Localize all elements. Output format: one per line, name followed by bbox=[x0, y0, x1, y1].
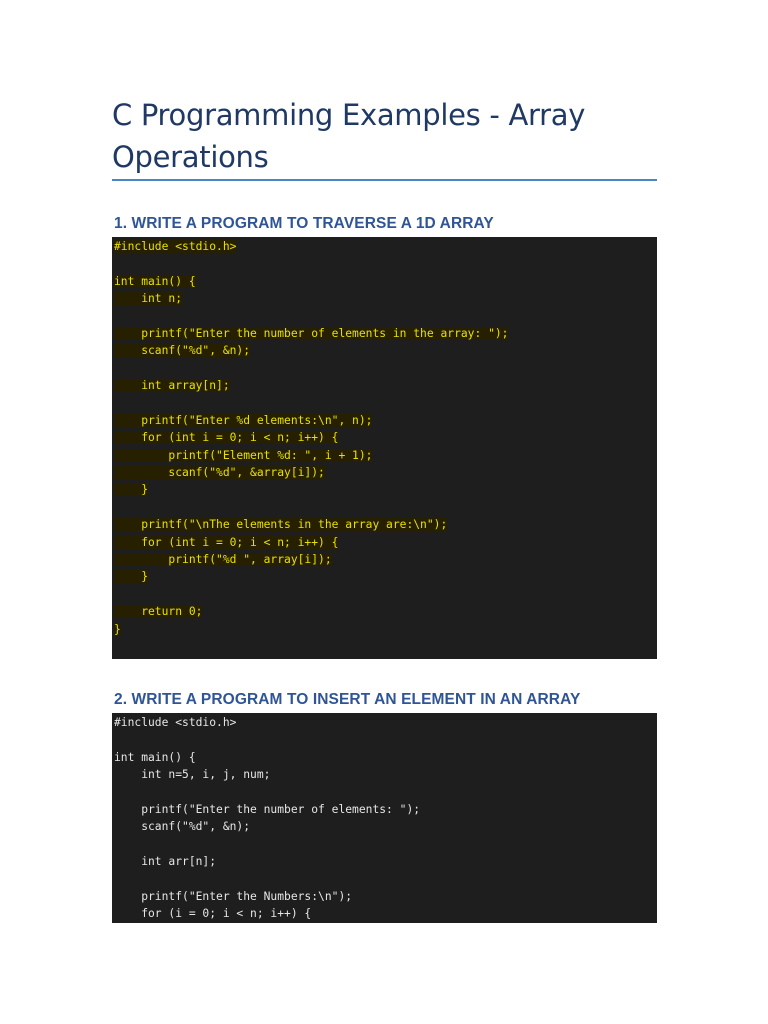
code-line-text: #include <stdio.h> bbox=[114, 240, 237, 253]
code-line-text: for (i = 0; i < n; i++) { bbox=[114, 907, 312, 921]
code-lines bbox=[112, 714, 657, 923]
code-line-text: int n=5, i, j, num; bbox=[114, 768, 271, 782]
code-line bbox=[112, 621, 657, 638]
code-line-text: } bbox=[114, 483, 149, 497]
code-line bbox=[112, 749, 657, 766]
code-line bbox=[112, 714, 657, 731]
code-line bbox=[112, 568, 657, 585]
code-line bbox=[112, 551, 657, 568]
code-line-text: int main() { bbox=[114, 750, 196, 764]
code-line-text: printf("Enter the Numbers:\n"); bbox=[114, 889, 353, 903]
code-line-text: printf("Element %d: ", i + 1); bbox=[114, 448, 373, 462]
title-underline bbox=[112, 179, 657, 181]
code-line bbox=[112, 888, 657, 905]
code-line bbox=[112, 429, 657, 446]
code-line bbox=[112, 534, 657, 551]
code-line bbox=[112, 255, 657, 272]
section-1-code-block bbox=[112, 237, 657, 659]
code-line-text: for (int i = 0; i < n; i++) { bbox=[114, 535, 339, 549]
document-title: C Programming Examples - Array Operations bbox=[112, 98, 586, 174]
code-line-text: } bbox=[114, 622, 121, 636]
code-line-text: printf("Enter %d elements:\n", n); bbox=[114, 413, 373, 427]
code-line bbox=[112, 395, 657, 412]
code-line bbox=[112, 801, 657, 818]
section-2-heading: 2. WRITE A PROGRAM TO INSERT AN ELEMENT IN AN ARRAY bbox=[114, 691, 581, 708]
code-line bbox=[112, 325, 657, 342]
code-line-text: printf("Enter the number of elements in the array: "); bbox=[114, 326, 509, 340]
code-line-text: printf("\nThe elements in the array are:\n"); bbox=[114, 518, 448, 532]
code-line bbox=[112, 360, 657, 377]
code-line bbox=[112, 238, 657, 255]
code-line bbox=[112, 766, 657, 783]
code-line-text: #include <stdio.h> bbox=[114, 716, 237, 729]
code-line bbox=[112, 603, 657, 620]
section-1-heading: 1. WRITE A PROGRAM TO TRAVERSE A 1D ARRAY bbox=[114, 215, 494, 232]
code-line-text: } bbox=[114, 570, 149, 584]
code-line bbox=[112, 342, 657, 359]
code-line bbox=[112, 290, 657, 307]
code-line-text: printf("Enter the number of elements: "); bbox=[114, 802, 421, 816]
code-line bbox=[112, 481, 657, 498]
code-line-text: scanf("%d", &array[i]); bbox=[114, 466, 325, 480]
code-line bbox=[112, 308, 657, 325]
code-line-text: return 0; bbox=[114, 605, 203, 619]
code-line bbox=[112, 836, 657, 853]
code-line bbox=[112, 377, 657, 394]
code-line bbox=[112, 853, 657, 870]
code-line-text: int main() { bbox=[114, 274, 196, 288]
code-line bbox=[112, 818, 657, 835]
code-line bbox=[112, 273, 657, 290]
code-line-text: printf("%d ", array[i]); bbox=[114, 553, 332, 567]
code-line bbox=[112, 784, 657, 801]
code-line bbox=[112, 499, 657, 516]
code-line-text: int arr[n]; bbox=[114, 855, 217, 869]
code-line bbox=[112, 871, 657, 888]
code-line bbox=[112, 447, 657, 464]
code-line bbox=[112, 731, 657, 748]
code-line-text: int array[n]; bbox=[114, 379, 230, 393]
code-line bbox=[112, 905, 657, 922]
code-line bbox=[112, 586, 657, 603]
code-line bbox=[112, 516, 657, 533]
code-line bbox=[112, 464, 657, 481]
section-2-code-block bbox=[112, 713, 657, 923]
code-line-text: int n; bbox=[114, 292, 183, 306]
code-line bbox=[112, 412, 657, 429]
code-line-text: scanf("%d", &n); bbox=[114, 820, 251, 834]
code-line-text: for (int i = 0; i < n; i++) { bbox=[114, 431, 339, 445]
code-line-text: scanf("%d", &n); bbox=[114, 344, 251, 358]
code-lines bbox=[112, 238, 657, 638]
